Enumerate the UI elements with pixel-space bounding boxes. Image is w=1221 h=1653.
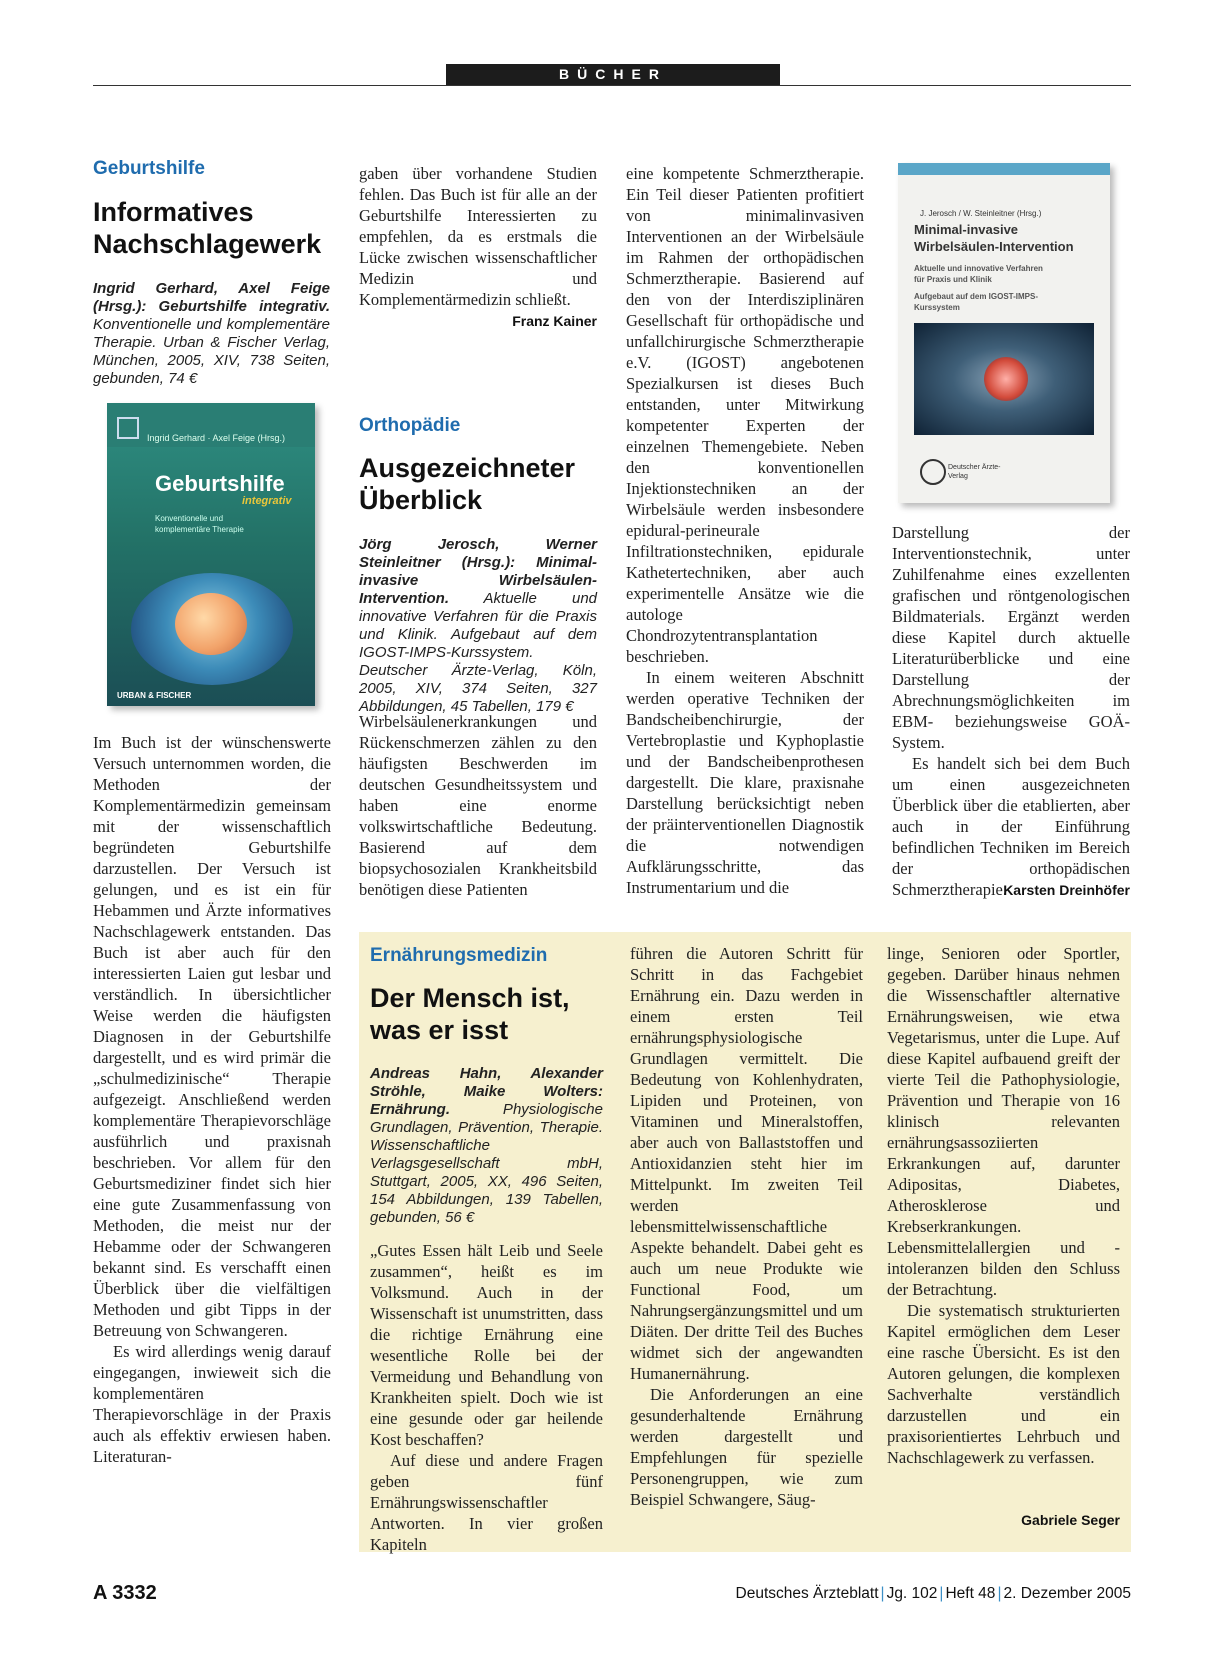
cover-authors: J. Jerosch / W. Steinleitner (Hrsg.) (920, 209, 1042, 218)
section-header: BÜCHER (446, 64, 780, 85)
header-rule (93, 85, 1131, 86)
cover-subtitle: Aktuelle und innovative Verfahren für Praxis und Klinik (914, 264, 1043, 284)
article3-paragraph: Auf diese und andere Fragen geben fünf Ernährungswissenschaftler Antworten. In vier großen Kapiteln (370, 1451, 603, 1554)
cover-title-suffix: integrativ (242, 495, 292, 507)
article3-paragraph: linge, Senioren oder Sportler, gegeben. Darüber hinaus nehmen die Wissenschaftler alternative Ernährungsweisen, wie etwa Vegetarismus, unter die Lupe. Auf diese Kapitel aufbauend greift der vierte Teil die Pathophysiologie, Prävention und Therapie von 16 klinisch relevanten ernährungsassoziierten Erkrankungen auf, darunter Adipositas, Diabetes, Atherosklerose und Krebserkrankungen. Lebensmittelallergien und -intoleranzen bilden den Schluss der Betrachtung. (887, 944, 1120, 1299)
article2-body-col2 (359, 711, 597, 900)
article1-biblio-authors: Ingrid Gerhard, Axel Feige (Hrsg.): Geburtshilfe integrativ. (93, 280, 330, 315)
article3-bibliography (370, 1065, 603, 1227)
article2-paragraph: In einem weiteren Abschnitt werden operative Techniken der Bandscheibenchirurgie, der Vertebroplastie und Kyphoplastie und der Bandscheibenprothesen dargestellt. Die klare, praxisnahe Darstellung berücksichtigt neben der präinterventionellen Diagnostik die notwendigen Aufklärungsschritte, das Instrumentarium und die (626, 668, 864, 897)
footer-separator: | (939, 1585, 944, 1602)
article2-author: Karsten Dreinhöfer (1003, 882, 1130, 898)
footer-citation (736, 1585, 1131, 1603)
article3-paragraph: „Gutes Essen hält Leib und Seele zusammen“, heißt es im Volksmund. Auch in der Wissenschaft ist unumstritten, dass die richtige Ernährung eine wesentliche Rolle bei der Vermeidung und Behandlung von Krankheiten spielt. Doch wie ist eine gesunde oder gar heilende Kost beschaffen? (370, 1241, 603, 1449)
cover-image-ct-scan (914, 323, 1094, 435)
article2-body-col3 (626, 163, 864, 898)
article2-body-col4 (892, 522, 1130, 900)
publisher-logo-icon (117, 417, 139, 439)
article1-body-col1 (93, 732, 331, 1467)
article2-paragraph: Es handelt sich bei dem Buch um einen ausgezeichneten Überblick über die etablierten, aber auch in der Einführung befindlichen Techniken im Bereich der orthopädischen Schmerztherapie. (892, 754, 1130, 899)
issue: Heft 48 (945, 1585, 996, 1602)
cover-publisher: Deutscher Ärzte-Verlag (948, 464, 1001, 480)
article1-paragraph: gaben über vorhandene Studien fehlen. Das Buch ist für alle an der Geburtshilfe Interessierten zu empfehlen, da es erstmals die Lücke zwischen wissenschaftlicher Medizin und Komplementärmedizin schließt. (359, 164, 597, 309)
cover-publisher: URBAN & FISCHER (117, 691, 192, 700)
article2-title: Ausgezeichneter Überblick (359, 453, 576, 515)
cover-image-fetus (175, 593, 247, 655)
volume: Jg. 102 (886, 1585, 938, 1602)
article1-biblio-details: Konventionelle und komplementäre Therapie. Urban & Fischer Verlag, München, 2005, XIV, 738 Seiten, gebunden, 74 € (93, 316, 330, 387)
footer-separator: | (880, 1585, 885, 1602)
article1-paragraph: Im Buch ist der wünschenswerte Versuch unternommen worden, die Methoden der Komplementärmedizin gemeinsam mit der wissenschaftlich begründeten Geburtshilfe darzustellen. Der Versuch ist gelungen, und es ist ein für Hebammen und Ärzte informatives Nachschlagewerk entstanden. Das Buch ist aber auch für den interessierten Laien gut lesbar und verständlich. In übersichtlicher Weise werden die häufigsten Diagnosen in der Geburtshilfe dargestellt, und es wird primär die „schulmedizinische“ Therapie aufgezeigt. Anschließend werden komplementäre Therapievorschläge ausführlich und praxisnah beschrieben. Vor allem für den Geburtsmediziner findet sich hier eine gute Zusammenfassung von Methoden, die meist nur der Hebamme oder der Schwangeren bekannt sind. Es verschafft einen Überblick über die vielfältigen Methoden und gibt Tipps in der Betreuung von Schwangeren. (93, 733, 331, 1340)
article1-paragraph: Es wird allerdings wenig darauf eingegangen, inwieweit sich die komplementären Therapievorschläge in der Praxis auch als effektiv erwiesen haben. Literaturan- (93, 1342, 331, 1466)
article2-bibliography (359, 536, 597, 716)
book-cover-geburtshilfe (107, 403, 315, 706)
article3-title: Der Mensch ist, was er isst (370, 983, 570, 1045)
footer-separator: | (997, 1585, 1002, 1602)
article3-body-col4 (887, 943, 1120, 1468)
cover-top-band (898, 163, 1110, 175)
article2-biblio-details: Aktuelle und innovative Verfahren für die Praxis und Klinik. Aufgebaut auf dem IGOST-IMPS-Kurssystem. Deutscher Ärzte-Verlag, Köln, 2005, XIV, 374 Seiten, 327 Abbildungen, 45 Tabellen, 179 € (359, 590, 597, 715)
article3-paragraph: führen die Autoren Schritt für Schritt in das Fachgebiet Ernährung ein. Dazu werden in einem ersten Teil ernährungsphysiologische Grundlagen vermittelt. Die Bedeutung von Kohlenhydraten, Lipiden und Proteinen, von Vitaminen und Mineralstoffen, aber auch von Ballaststoffen und Antioxidanzien steht hier im Mittelpunkt. Im zweiten Teil werden lebensmittelwissenschaftliche Aspekte behandelt. Dabei geht es auch um neue Produkte wie Functional Food, um Nahrungsergänzungsmittel und um Diäten. Der dritte Teil des Buches widmet sich der angewandten Humanernährung. (630, 944, 863, 1383)
article2-paragraph: Wirbelsäulenerkrankungen und Rückenschmerzen zählen zu den häufigsten Beschwerden im deutschen Gesundheitssystem und haben eine enorme volkswirtschaftliche Bedeutung. Basierend auf dem biopsychosozialen Krankheitsbild benötigen diese Patienten (359, 712, 597, 899)
issue-date: 2. Dezember 2005 (1003, 1585, 1131, 1602)
cover-image-spine (984, 357, 1028, 401)
cover-note: Aufgebaut auf dem IGOST-IMPS-Kurssystem (914, 292, 1039, 312)
article3-category: Ernährungsmedizin (370, 945, 548, 966)
journal-name: Deutsches Ärzteblatt (735, 1585, 879, 1602)
article1-bibliography (93, 280, 330, 388)
publisher-logo-icon (920, 459, 946, 485)
article3-body-col2 (370, 1240, 603, 1555)
page-number: A 3332 (93, 1582, 157, 1604)
article3-author: Gabriele Seger (1021, 1512, 1120, 1528)
article1-title: Informatives Nachschlagewerk (93, 197, 322, 259)
article2-biblio-authors: Jörg Jerosch, Werner Steinleitner (Hrsg.): Minimal-invasive Wirbelsäulen-Intervention. (359, 536, 597, 607)
article3-body-col3 (630, 943, 863, 1510)
article1-category: Geburtshilfe (93, 158, 205, 179)
cover-title: Minimal-invasive Wirbelsäulen-Intervention (914, 222, 1074, 254)
article3-paragraph: Die systematisch strukturierten Kapitel ermöglichen dem Leser eine rasche Übersicht. Es ist den Autoren gelungen, die komplexen Sachverhalte verständlich darzustellen und ein praxisorientiertes Lehrbuch und Nachschlagewerk zu verfassen. (887, 1301, 1120, 1467)
article1-body-col2 (359, 163, 597, 310)
article2-paragraph: Darstellung der Interventionstechnik, unter Zuhilfenahme eines exzellenten grafischen und röntgenologischen Bildmaterials. Ergänzt werden diese Kapitel durch aktuelle Literaturüberblicke und eine Darstellung der Abrechnungsmöglichkeiten im EBM- beziehungsweise GOÄ-System. (892, 523, 1130, 752)
article1-author: Franz Kainer (512, 313, 597, 329)
cover-authors: Ingrid Gerhard · Axel Feige (Hrsg.) (147, 433, 286, 443)
article3-paragraph: Die Anforderungen an eine gesunderhaltende Ernährung werden dargestellt und Empfehlungen für spezielle Personengruppen, wie zum Beispiel Schwangere, Säug- (630, 1385, 863, 1509)
cover-subtitle: Konventionelle und komplementäre Therapie (155, 514, 244, 534)
article3-biblio-details: Physiologische Grundlagen, Prävention, Therapie. Wissenschaftliche Verlagsgesellschaft mbH, Stuttgart, 2005, XX, 496 Seiten, 154 Abbildungen, 139 Tabellen, gebunden, 56 € (370, 1101, 603, 1226)
article2-category: Orthopädie (359, 415, 461, 436)
cover-title: Geburtshilfe (155, 471, 285, 496)
article2-paragraph: eine kompetente Schmerztherapie. Ein Teil dieser Patienten profitiert von minimalinvasiven Interventionen an der Wirbelsäule im Rahmen der orthopädischen Schmerztherapie. Basierend auf den von der Interdisziplinären Gesellschaft für orthopädische und unfallchirurgische Schmerztherapie e.V. (IGOST) angebotenen Spezialkursen ist dieses Buch entstanden, unter Mitwirkung kompetenter Experten der einzelnen Themengebiete. Neben den konventionellen Injektionstechniken an der Wirbelsäule werden insbesondere epidural-perineurale Infiltrationstechniken, epidurale Kathetertechniken, aber auch experimentelle Ansätze wie die autologe Chondrozytentransplantation beschrieben. (626, 164, 864, 666)
article3-biblio-authors: Andreas Hahn, Alexander Ströhle, Maike Wolters: Ernährung. (370, 1065, 603, 1118)
book-cover-wirbelsaeule (898, 163, 1110, 503)
